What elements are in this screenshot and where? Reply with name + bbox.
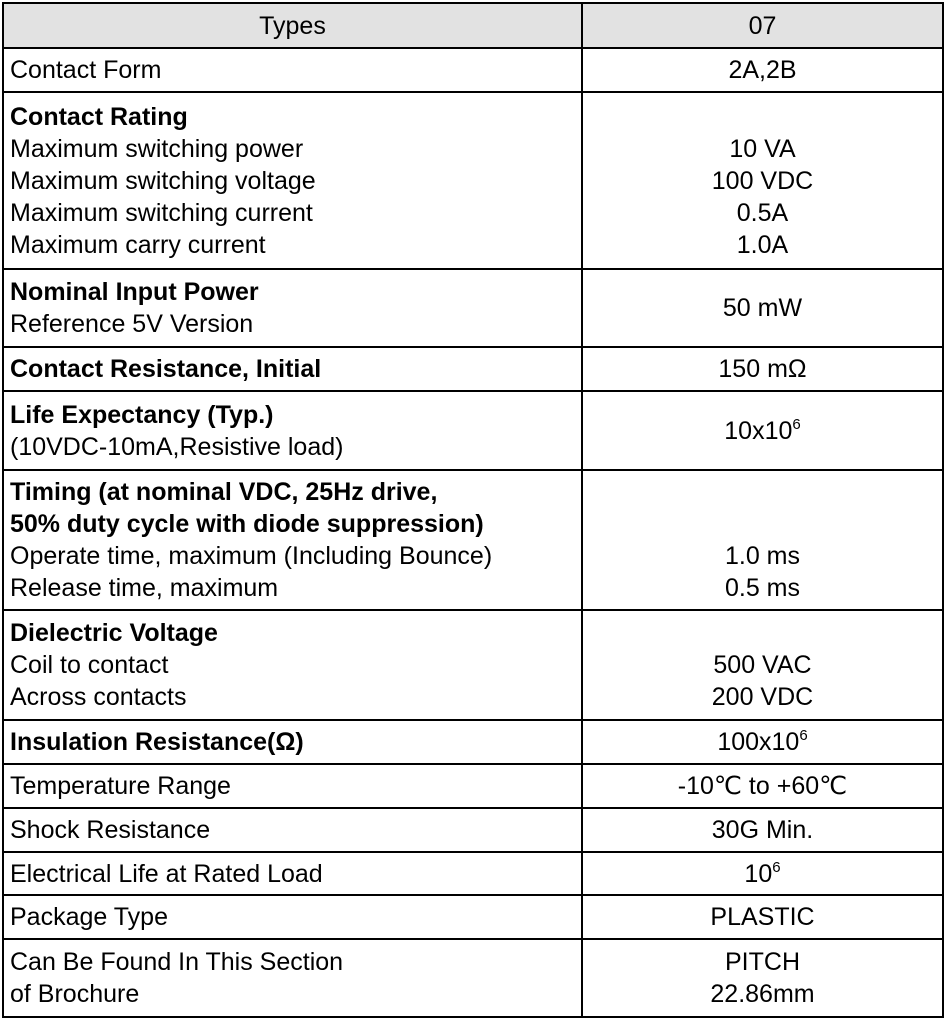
param-label: Electrical Life at Rated Load — [3, 852, 582, 895]
param-value: $10^6$ — [582, 852, 943, 895]
param-label: of Brochure — [10, 980, 140, 1008]
param-value: 1.0 ms — [724, 542, 801, 570]
param-label: Contact Form — [3, 48, 582, 92]
row-electrical-life — [3, 852, 943, 895]
param-value: 22.86mm — [710, 980, 815, 1008]
section-title: Timing (at nominal VDC, 25Hz drive, — [10, 478, 438, 506]
section-title: Life Expectancy (Typ.) — [10, 400, 274, 429]
row-shock-resistance — [3, 808, 943, 852]
param-label: (10VDC-10mA,Resistive load) — [10, 432, 344, 461]
section-title: Contact Resistance, Initial — [10, 355, 322, 383]
param-value: 30G Min. — [582, 808, 943, 852]
param-value: 150 mΩ — [582, 347, 943, 391]
param-value: -10℃ to +60℃ — [582, 764, 943, 808]
specifications-table — [2, 2, 944, 1018]
param-value: 0.5A — [736, 198, 789, 227]
section-title: Insulation Resistance(Ω) — [10, 728, 304, 756]
param-label: Release time, maximum — [10, 574, 279, 602]
param-value: 500 VAC — [713, 651, 812, 679]
types-header: Types — [3, 3, 582, 48]
row-temperature-range — [3, 764, 943, 808]
param-value: 2A,2B — [582, 48, 943, 92]
param-value: 10 VA — [729, 134, 796, 163]
param-label: Reference 5V Version — [10, 310, 254, 338]
row-contact-resistance — [3, 347, 943, 391]
section-title: Dielectric Voltage — [10, 619, 218, 647]
param-label: Maximum switching current — [10, 198, 313, 227]
param-value: $100x10^6$ — [582, 720, 943, 764]
param-value: PLASTIC — [582, 895, 943, 939]
row-timing — [3, 470, 943, 610]
param-value: PITCH — [725, 948, 800, 976]
param-label: Coil to contact — [10, 651, 169, 679]
param-value: 50 mW — [582, 269, 943, 347]
param-value: 200 VDC — [711, 683, 814, 711]
param-value: 0.5 ms — [724, 574, 801, 602]
param-label: Maximum carry current — [10, 230, 266, 259]
model-header: 07 — [582, 3, 943, 48]
section-title: Contact Rating — [10, 102, 188, 131]
row-contact-rating — [3, 92, 943, 269]
section-title: Nominal Input Power — [10, 278, 259, 306]
param-label: Maximum switching power — [10, 134, 304, 163]
header-row — [3, 3, 943, 48]
param-label: Temperature Range — [3, 764, 582, 808]
param-label: Maximum switching voltage — [10, 166, 316, 195]
param-label: Can Be Found In This Section — [10, 948, 344, 976]
row-contact-form — [3, 48, 943, 92]
row-dielectric-voltage — [3, 610, 943, 720]
param-label: Package Type — [3, 895, 582, 939]
row-life-expectancy — [3, 391, 943, 470]
row-insulation-resistance — [3, 720, 943, 764]
row-package-type — [3, 895, 943, 939]
param-label: Across contacts — [10, 683, 187, 711]
param-value: 100 VDC — [711, 166, 814, 195]
row-brochure-section — [3, 939, 943, 1017]
param-value: 1.0A — [736, 230, 789, 259]
param-value: $10x10^6$ — [582, 391, 943, 470]
row-nominal-input-power — [3, 269, 943, 347]
param-label: Operate time, maximum (Including Bounce) — [10, 542, 493, 570]
section-title: 50% duty cycle with diode suppression) — [10, 510, 484, 538]
param-label: Shock Resistance — [3, 808, 582, 852]
